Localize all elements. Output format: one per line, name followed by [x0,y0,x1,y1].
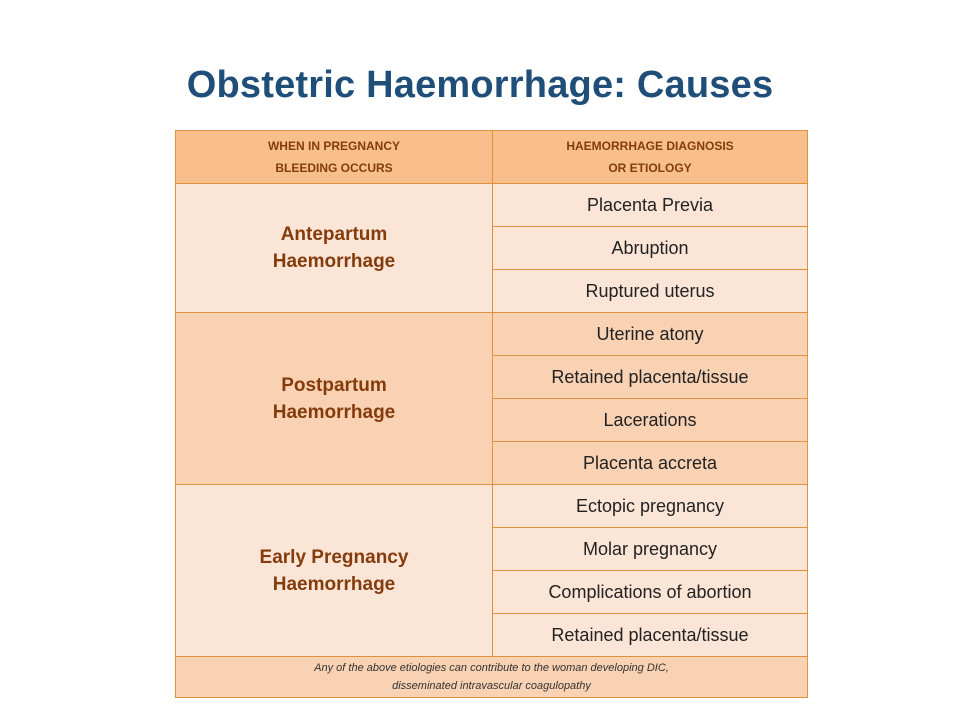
footnote-line2: disseminated intravascular coagulopathy [392,680,591,692]
etiology-cell: Placenta accreta [493,442,808,485]
etiology-cell: Molar pregnancy [493,528,808,571]
etiology-cell: Abruption [493,227,808,270]
table-header-row [176,131,808,184]
category-antepartum [176,184,493,313]
header-col2-line1: HAEMORRHAGE DIAGNOSIS [566,139,734,153]
etiology-cell: Complications of abortion [493,571,808,614]
etiology-cell: Uterine atony [493,313,808,356]
footnote-line1: Any of the above etiologies can contribute to the woman developing DIC, [314,662,669,674]
causes-table [175,130,808,698]
category-label-line1: Postpartum [281,374,387,396]
table-row [176,485,808,528]
etiology-cell: Ectopic pregnancy [493,485,808,528]
header-col1-line1: WHEN IN PREGNANCY [267,139,400,153]
header-when-bleeding-occurs [176,131,493,184]
category-label-line1: Antepartum [280,224,388,245]
table-footnote-row [176,657,808,698]
category-label-line2: Haemorrhage [272,401,396,423]
category-label-line1: Early Pregnancy [259,546,409,568]
category-postpartum [176,313,493,485]
header-col2-line2: OR ETIOLOGY [608,161,692,175]
etiology-cell: Lacerations [493,399,808,442]
table-row [176,313,808,356]
etiology-cell: Placenta Previa [493,184,808,227]
header-diagnosis-etiology [493,131,808,184]
category-early-pregnancy [176,485,493,657]
etiology-cell: Ruptured uterus [493,270,808,313]
page-title: Obstetric Haemorrhage: Causes [186,64,774,106]
category-label-line2: Haemorrhage [272,251,396,272]
footnote [176,657,808,698]
category-label-line2: Haemorrhage [272,573,396,595]
header-col1-line2: BLEEDING OCCURS [275,161,393,175]
table-row [176,184,808,227]
etiology-cell: Retained placenta/tissue [493,356,808,399]
etiology-cell: Retained placenta/tissue [493,614,808,657]
